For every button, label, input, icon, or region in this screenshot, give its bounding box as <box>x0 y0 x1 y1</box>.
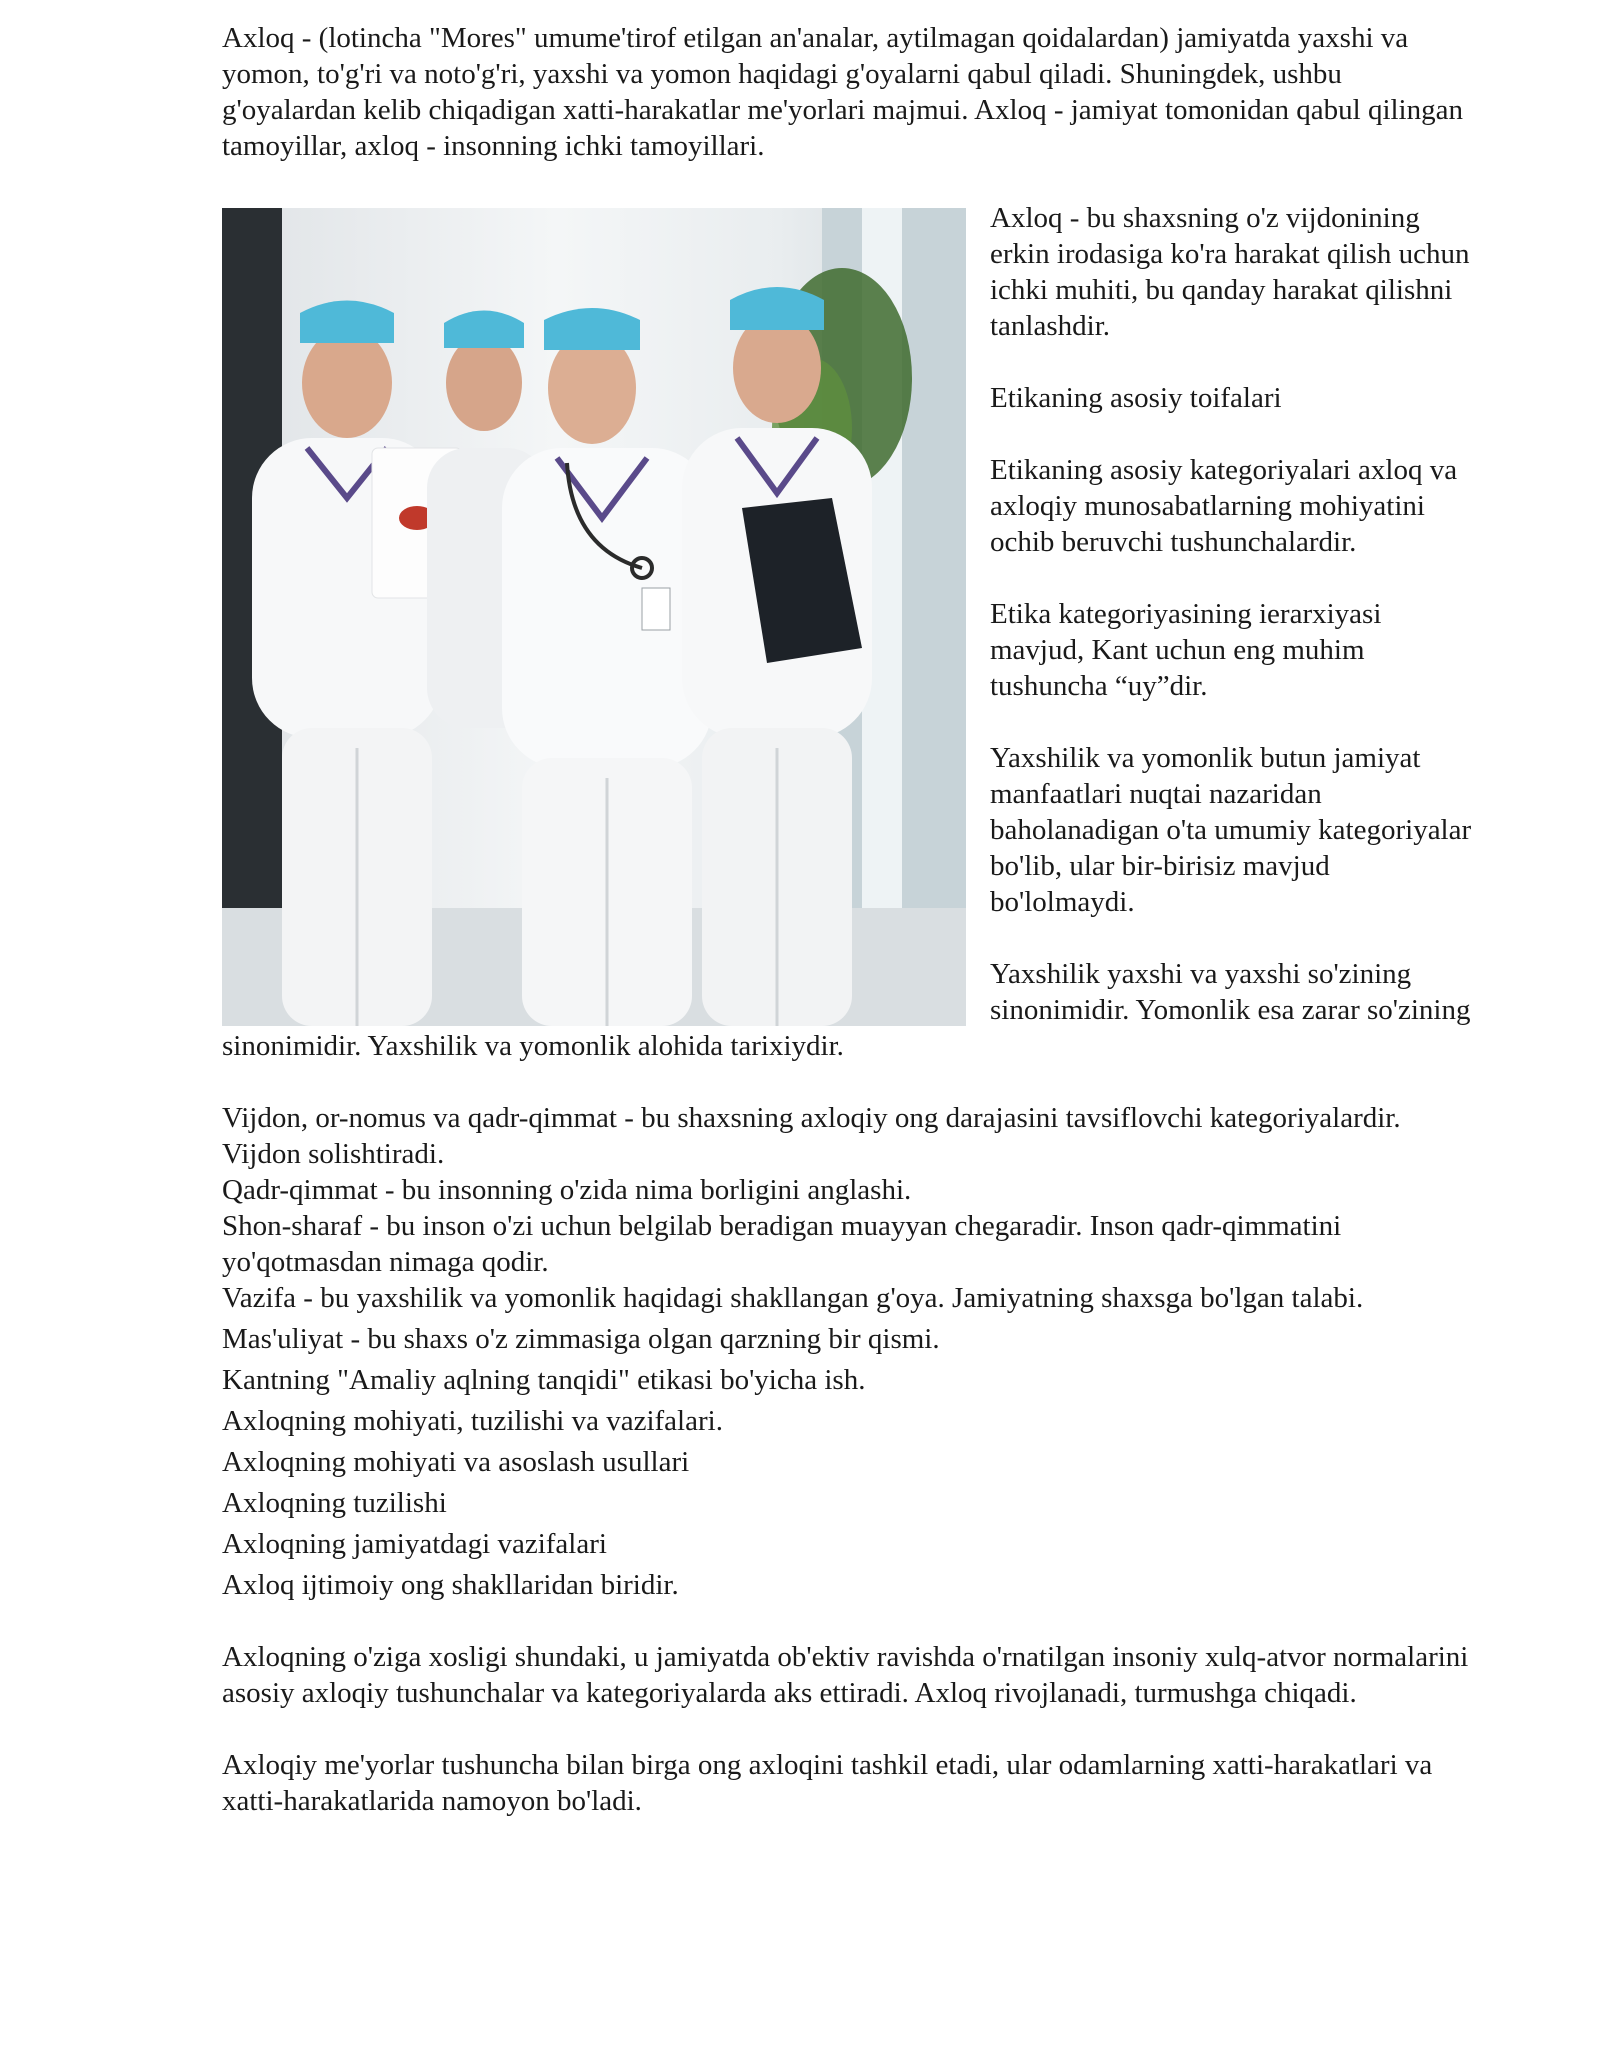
nurse-center <box>502 308 712 1026</box>
line-honor: Shon-sharaf - bu inson o'zi uchun belgilab beradigan muayyan chegaradir. Inson qadr-qimmatini yo'qotmasdan nimaga qodir. <box>222 1210 1342 1278</box>
line-essence-methods: Axloqning mohiyati va asoslash usullari <box>222 1446 690 1478</box>
nurses-photo <box>222 208 966 1026</box>
line-essence-structure: Axloqning mohiyati, tuzilishi va vazifalari. <box>222 1405 723 1437</box>
line-duty: Vazifa - bu yaxshilik va yomonlik haqidagi shakllangan g'oya. Jamiyatning shaxsga bo'lgan talabi. <box>222 1282 1364 1314</box>
intro-paragraph: Axloq - (lotincha "Mores" umume'tirof etilgan an'analar, aytilmagan qoidalardan) jamiyatda yaxshi va yomon, to'g'ri va noto'g'ri, yaxshi va yomon haqidagi g'oyalarni qabul qiladi. Shuningdek, ushbu g'oyalardan kelib chiqadigan xatti-harakatlar me'yorlari majmui. Axloq - jamiyat tomonidan qabul qilingan tamoyillar, axloq - insonning ichki tamoyillari. <box>222 22 1463 162</box>
line-structure: Axloqning tuzilishi <box>222 1487 447 1519</box>
nurses-illustration <box>222 208 966 1026</box>
closing-paragraph-1: Axloqning o'ziga xosligi shundaki, u jamiyatda ob'ektiv ravishda o'rnatilgan insoniy xulq-atvor normalarini asosiy axloqiy tushunchalar va kategoriyalarda aks ettiradi. Axloq rivojlanadi, turmushga chiqadi. <box>222 1641 1469 1709</box>
line-social-consciousness: Axloq ijtimoiy ong shakllaridan biridir. <box>222 1569 679 1601</box>
side-paragraph-2: Etikaning asosiy kategoriyalari axloq va axloqiy munosabatlarning mohiyatini ochib beruvchi tushunchalardir. <box>990 454 1458 558</box>
side-paragraph-1: Axloq - bu shaxsning o'z vijdonining erkin irodasiga ko'ra harakat qilish uchun ichki muhiti, bu qanday harakat qilishni tanlashdir. <box>990 202 1470 342</box>
section-heading: Etikaning asosiy toifalari <box>990 382 1282 414</box>
line-responsibility: Mas'uliyat - bu shaxs o'z zimmasiga olgan qarzning bir qismi. <box>222 1323 940 1355</box>
line-functions: Axloqning jamiyatdagi vazifalari <box>222 1528 607 1560</box>
side-paragraph-3: Etika kategoriyasining ierarxiyasi mavjud, Kant uchun eng muhim tushuncha “uy”dir. <box>990 598 1382 702</box>
document-page <box>222 20 1480 1855</box>
side-paragraph-4: Yaxshilik va yomonlik butun jamiyat manfaatlari nuqtai nazaridan baholanadigan o'ta umumiy kategoriyalar bo'lib, ular bir-birisiz mavjud bo'lolmaydi. <box>990 742 1472 918</box>
closing-paragraph-2: Axloqiy me'yorlar tushuncha bilan birga ong axloqini tashkil etadi, ular odamlarning xatti-harakatlari va xatti-harakatlarida namoyon bo'ladi. <box>222 1749 1433 1817</box>
line-conscience: Vijdon, or-nomus va qadr-qimmat - bu shaxsning axloqiy ong darajasini tavsiflovchi kategoriyalardir. Vijdon solishtiradi. <box>222 1102 1401 1170</box>
line-dignity: Qadr-qimmat - bu insonning o'zida nima borligini anglashi. <box>222 1174 912 1206</box>
line-kant: Kantning "Amaliy aqlning tanqidi" etikasi bo'yicha ish. <box>222 1364 866 1396</box>
side-paragraph-5: Yaxshilik yaxshi va yaxshi so'zining sinonimidir. Yomonlik esa zarar so'zining sinonimidir. Yaxshilik va yomonlik alohida tarixiydir. <box>222 958 1471 1062</box>
